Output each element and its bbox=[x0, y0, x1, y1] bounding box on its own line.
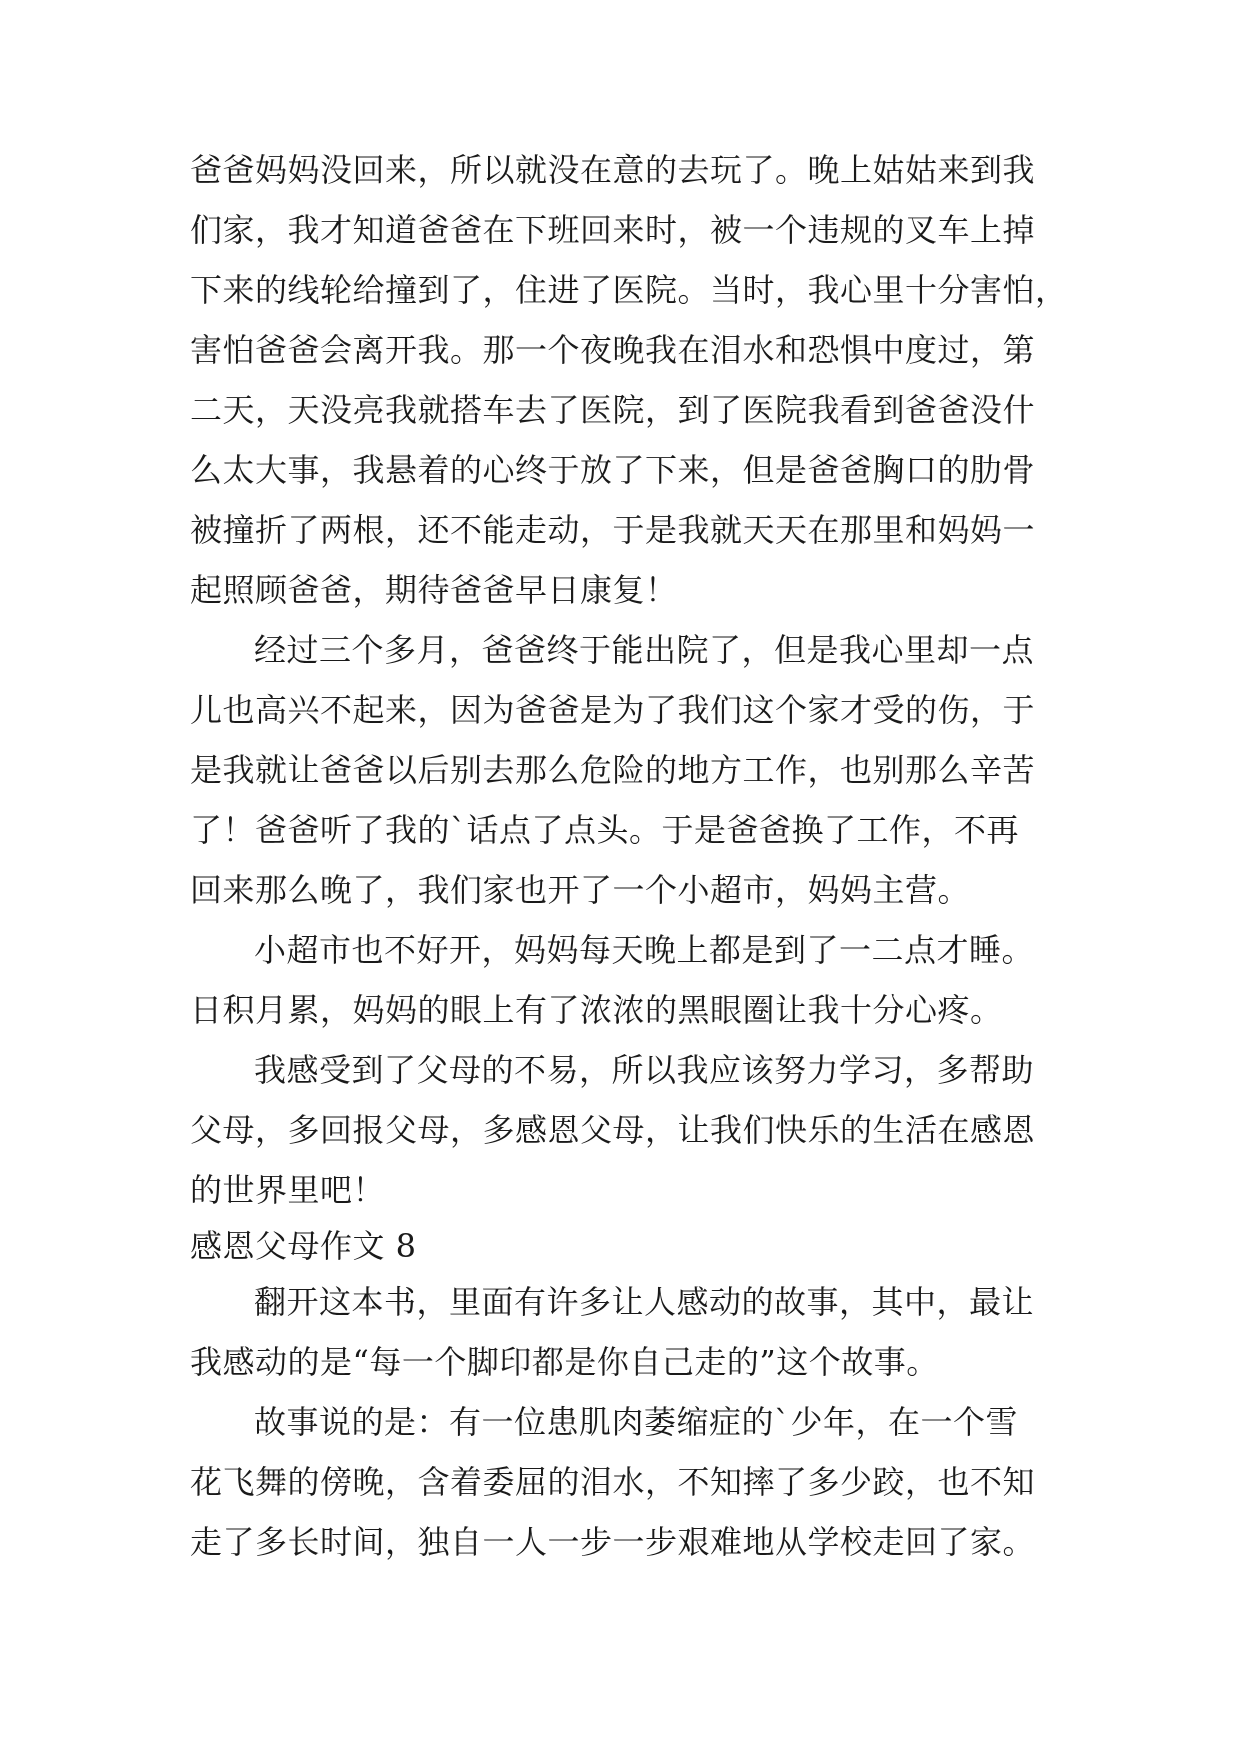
text-line: 父母，多回报父母，多感恩父母，让我们快乐的生活在感恩 bbox=[190, 1111, 1036, 1149]
text-line: 日积月累，妈妈的眼上有了浓浓的黑眼圈让我十分心疼。 bbox=[190, 991, 1003, 1029]
text-line: 二天，天没亮我就搭车去了医院，到了医院我看到爸爸没什 bbox=[190, 391, 1036, 429]
text-line: 花飞舞的傍晚，含着委屈的泪水，不知摔了多少跤，也不知 bbox=[190, 1463, 1036, 1501]
text-line: 是我就让爸爸以后别去那么危险的地方工作，也别那么辛苦 bbox=[190, 751, 1036, 789]
text-line: 的世界里吧！ bbox=[190, 1171, 386, 1209]
text-line: 儿也高兴不起来，因为爸爸是为了我们这个家才受的伤，于 bbox=[190, 691, 1036, 729]
paragraph-first-line: 我感受到了父母的不易，所以我应该努力学习，多帮助 bbox=[254, 1051, 1035, 1089]
text-line: 下来的线轮给撞到了，住进了医院。当时，我心里十分害怕， bbox=[190, 271, 1068, 309]
text-line: 走了多长时间，独自一人一步一步艰难地从学校走回了家。 bbox=[190, 1523, 1036, 1561]
text-line: 们家，我才知道爸爸在下班回来时，被一个违规的叉车上掉 bbox=[190, 211, 1036, 249]
section-heading: 感恩父母作文 8 bbox=[190, 1227, 417, 1265]
paragraph-first-line: 经过三个多月，爸爸终于能出院了，但是我心里却一点 bbox=[254, 631, 1035, 669]
text-line: 了！爸爸听了我的`话点了点头。于是爸爸换了工作，不再 bbox=[190, 811, 1020, 849]
text-line: 回来那么晚了，我们家也开了一个小超市，妈妈主营。 bbox=[190, 871, 971, 909]
text-line: 爸爸妈妈没回来，所以就没在意的去玩了。晚上姑姑来到我 bbox=[190, 151, 1036, 189]
text-line: 起照顾爸爸，期待爸爸早日康复！ bbox=[190, 571, 678, 609]
text-line: 被撞折了两根，还不能走动，于是我就天天在那里和妈妈一 bbox=[190, 511, 1036, 549]
text-line: 我感动的是“每一个脚印都是你自己走的”这个故事。 bbox=[190, 1343, 939, 1381]
paragraph-first-line: 小超市也不好开，妈妈每天晚上都是到了一二点才睡。 bbox=[254, 931, 1035, 969]
paragraph-first-line: 翻开这本书，里面有许多让人感动的故事，其中，最让 bbox=[254, 1283, 1035, 1321]
paragraph-first-line: 故事说的是：有一位患肌肉萎缩症的`少年，在一个雪 bbox=[254, 1403, 1019, 1441]
text-line: 么太大事，我悬着的心终于放了下来，但是爸爸胸口的肋骨 bbox=[190, 451, 1036, 489]
text-line: 害怕爸爸会离开我。那一个夜晚我在泪水和恐惧中度过，第 bbox=[190, 331, 1036, 369]
